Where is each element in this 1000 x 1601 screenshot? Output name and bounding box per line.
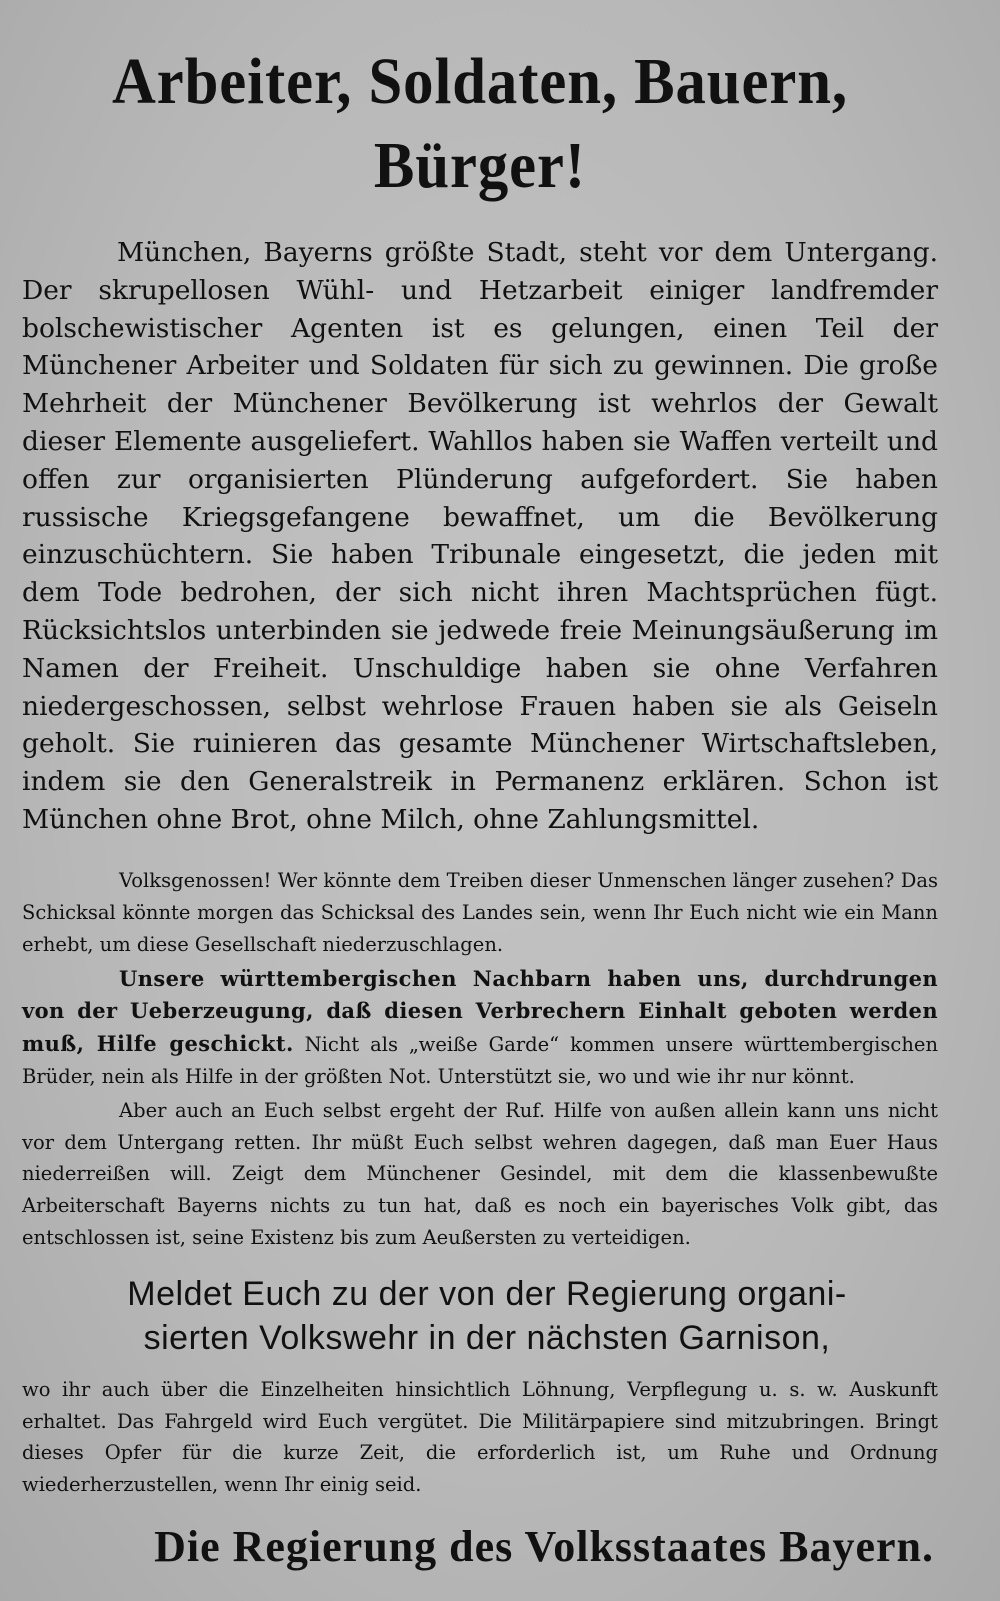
paragraph-wuerttemberg-rest: Nicht als „weiße Garde“ kommen unsere württembergischen Brüder, nein als Hilfe in der größten Not. Unterstützt sie, wo und wie ihr nur könnt. (22, 1033, 938, 1089)
main-paragraph: München, Bayerns größte Stadt, steht vor dem Untergang. Der skrupellosen Wühl- und Hetzarbeit einiger landfremder bolschewistischer Agenten ist es gelungen, einen Teil der Münchener Arbeiter und Soldaten für sich zu gewinnen. Die große Mehrheit der Münchener Bevölkerung ist wehrlos der Gewalt dieser Elemente ausgeliefert. Wahllos haben sie Waffen verteilt und offen zur organisierten Plünderung aufgefordert. Sie haben russische Kriegsgefangene bewaffnet, um die Bevölkerung einzuschüchtern. Sie haben Tribunale eingesetzt, die jeden mit dem Tode bedrohen, der sich nicht ihren Machtsprüchen fügt. Rücksichtslos unterbinden sie jedwede freie Meinungsäußerung im Namen der Freiheit. Unschuldige haben sie ohne Verfahren niedergeschossen, selbst wehrlose Frauen haben sie als Geiseln geholt. Sie ruinieren das gesamte Münchener Wirtschaftsleben, indem sie den Generalstreik in Permanenz erklären. Schon ist München ohne Brot, ohne Milch, ohne Zahlungsmittel. (22, 237, 938, 835)
paragraph-wuerttemberg (22, 963, 938, 1093)
paragraph-details: wo ihr auch über die Einzelheiten hinsichtlich Löhnung, Verpflegung u. s. w. Auskunft erhaltet. Das Fahrgeld wird Euch vergütet. Die Militärpapiere sind mitzubringen. Bringt dieses Opfer für die kurze Zeit, die erforderlich ist, um Ruhe und Ordnung wiederherzustellen, wenn Ihr einig seid. (22, 1377, 938, 1497)
signature: Die Regierung des Volksstaates Bayern. (154, 1522, 934, 1571)
bold-statement: Unsere württembergischen Nachbarn haben uns, durchdrungen von der Ueberzeugung, daß diesen Verbrechern Einhalt geboten werden muß, Hilfe geschickt. (22, 965, 938, 1057)
call-to-arms (22, 1272, 938, 1360)
call-line-1: Meldet Euch zu der von der Regierung organi- (127, 1274, 847, 1313)
paragraph-appeal: Aber auch an Euch selbst ergeht der Ruf. Hilfe von außen allein kann uns nicht vor dem Untergang retten. Ihr müßt Euch selbst wehren dagegen, daß man Euer Haus niederreißen will. Zeigt dem Münchener Gesindel, mit dem die klassenbewußte Arbeiterschaft Bayerns nichts zu tun hat, daß es noch ein bayerisches Volk gibt, das entschlossen ist, seine Existenz bis zum Aeußersten zu verteidigen. (22, 1098, 938, 1250)
poster-title: Arbeiter, Soldaten, Bauern, Bürger! (111, 45, 849, 202)
paragraph-volksgenossen: Volksgenossen! Wer könnte dem Treiben dieser Unmenschen länger zusehen? Das Schicksal könnte morgen das Schicksal des Landes sein, wenn Ihr Euch nicht wie ein Mann erhebt, um diese Gesellschaft niederzuschlagen. (22, 869, 938, 956)
call-line-2: sierten Volkswehr in der nächsten Garnison, (143, 1318, 831, 1357)
